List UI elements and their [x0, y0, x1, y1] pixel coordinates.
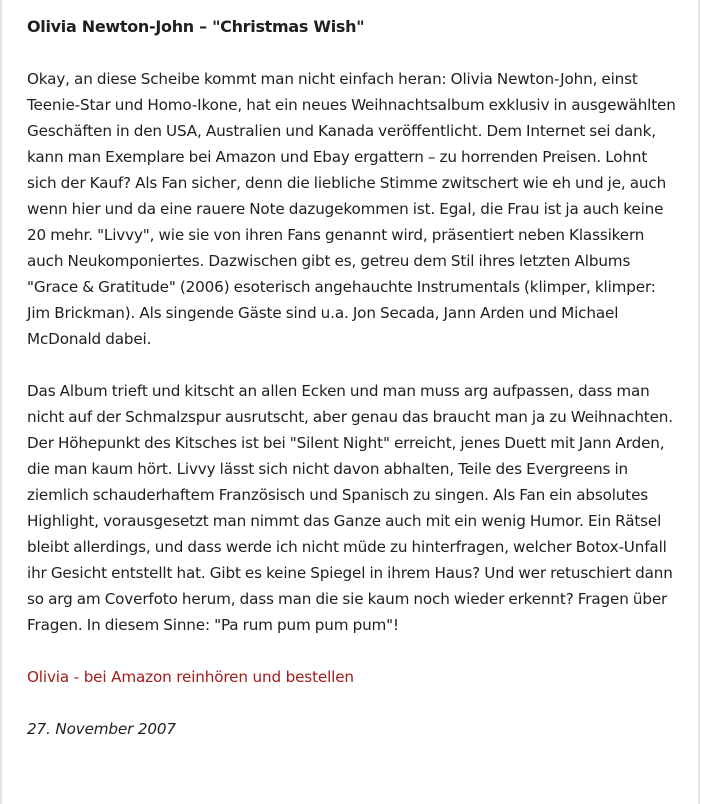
article-paragraph-intro: Okay, an diese Scheibe kommt man nicht einfach heran: Olivia Newton-John, einst Teenie-Star und Homo-Ikone, hat ein neues Weihnachtsalbum exklusiv in ausgewählten Geschäften in den USA, Australien und Kanada veröffentlicht. Dem Internet sei dank, kann man Exemplare bei Amazon und Ebay ergattern – zu horrenden Preisen. Lohnt sich der Kauf? Als Fan sicher, denn die liebliche Stimme zwitschert wie eh und je, auch wenn hier und da eine rauere Note dazugekommen ist. Egal, die Frau ist ja auch keine 20 mehr. "Livvy", wie sie von ihren Fans genannt wird, präsentiert neben Klassikern auch Neukomponiertes. Dazwischen gibt es, getreu dem Stil ihres letzten Albums "Grace & Gratitude" (2006) esoterisch angehauchte Instrumentals (klimper, klimper: Jim Brickman). Als singende Gäste sind u.a. Jon Secada, Jann Arden und Michael McDonald dabei.	[27, 70, 676, 348]
left-border-rule	[0, 0, 2, 804]
publish-date: 27. November 2007	[27, 720, 176, 738]
right-border-rule	[698, 0, 700, 804]
article-paragraph-review: Das Album trieft und kitscht an allen Ecken und man muss arg aufpassen, dass man nicht auf der Schmalzspur ausrutscht, aber genau das braucht man ja zu Weihnachten. Der Höhepunkt des Kitsches ist bei "Silent Night" erreicht, jenes Duett mit Jann Arden, die man kaum hört. Livvy lässt sich nicht davon abhalten, Teile des Evergreens in ziemlich schauderhaftem Französisch und Spanisch zu singen. Als Fan ein absolutes Highlight, vorausgesetzt man nimmt das Ganze auch mit ein wenig Humor. Ein Rätsel bleibt allerdings, und dass werde ich nicht müde zu hinterfragen, welcher Botox-Unfall ihr Gesicht entstellt hat. Gibt es keine Spiegel in ihrem Haus? Und wer retuschiert dann so arg am Coverfoto herum, dass man die sie kaum noch wieder erkennt? Fragen über Fragen. In diesem Sinne: "Pa rum pum pum pum"!	[27, 382, 673, 634]
article-title: Olivia Newton-John – "Christmas Wish"	[27, 17, 365, 36]
amazon-listen-order-link[interactable]: Olivia - bei Amazon reinhören und bestellen	[27, 668, 354, 686]
review-article	[27, 14, 677, 742]
amazon-link-line	[27, 664, 677, 690]
